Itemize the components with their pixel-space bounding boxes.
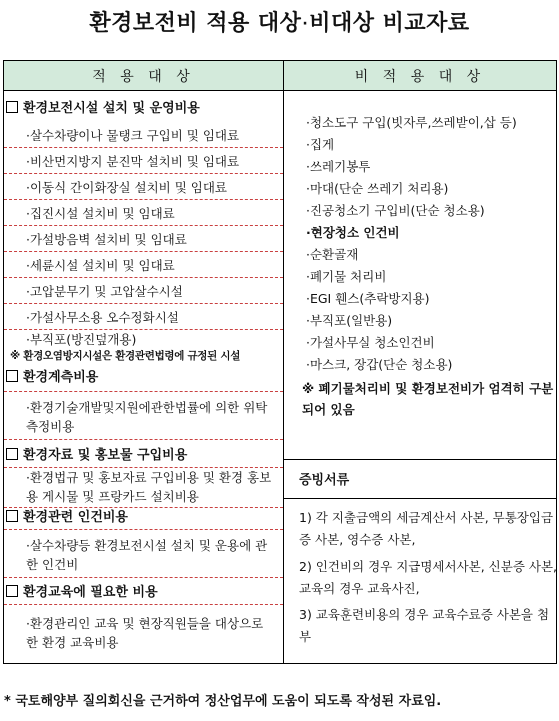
proof-item: 2) 인건비의 경우 지급명세서사본, 신분증 사본, 교육의 경우 교육사진,: [299, 559, 557, 596]
row-divider: [4, 604, 283, 605]
row-divider: [4, 225, 283, 226]
footer-note: * 국토해양부 질의회신을 근거하여 정산업무에 도움이 되도록 작성된 자료임.: [4, 694, 442, 709]
row-divider: [4, 277, 283, 278]
row-divider: [4, 173, 283, 174]
non-applicable-item: ·EGI 휀스(추락방지용): [306, 291, 430, 306]
proof-divider: [284, 459, 556, 460]
non-applicable-note: ※ 폐기물처리비 및 환경보전비가 엄격히 구분되어 있음: [302, 381, 554, 417]
list-item: ·고압분무기 및 고압살수시설: [26, 284, 183, 299]
list-item: ·살수차량이나 물탱크 구입비 및 임대료: [26, 128, 240, 143]
checkbox-icon: [6, 585, 18, 597]
non-applicable-item: ·집게: [306, 137, 335, 152]
proof-item: 1) 각 지출금액의 세금계산서 사본, 무통장입금증 사본, 영수증 사본,: [299, 510, 554, 547]
non-applicable-item: ·청소도구 구입(빗자루,쓰레받이,삽 등): [306, 115, 517, 130]
row-divider: [4, 251, 283, 252]
list-item: ·비산먼지방지 분진막 설치비 및 임대료: [26, 154, 240, 169]
non-applicable-item: ·마스크, 장갑(단순 청소용): [306, 357, 453, 372]
section-env-education: 환경교육에 필요한 비용: [4, 582, 283, 604]
list-item: ·이동식 간이화장실 설치비 및 임대료: [26, 180, 227, 195]
proof-item: 3) 교육훈련비용의 경우 교육수료증 사본을 첨부: [299, 607, 550, 644]
list-item: ·살수차량등 환경보전시설 설치 및 운용에 관한 인건비: [26, 538, 268, 572]
list-item: ·환경기술개발및지원에관한법률에 의한 위탁측정비용: [26, 400, 268, 434]
list-item: ·집진시설 설치비 및 임대료: [26, 206, 175, 221]
non-applicable-item: ·폐기물 처리비: [306, 269, 387, 284]
page-title: 환경보전비 적용 대상·비대상 비교자료: [89, 11, 470, 36]
row-divider: [4, 199, 283, 200]
non-applicable-item: ·가설사무실 청소인건비: [306, 335, 435, 350]
non-applicable-item: ·마대(단순 쓰레기 처리용): [306, 181, 449, 196]
section-env-labor: 환경관련 인건비용: [4, 507, 283, 529]
checkbox-icon: [6, 448, 18, 460]
row-divider: [4, 439, 283, 440]
checkbox-icon: [6, 370, 18, 382]
non-applicable-item: ·쓰레기봉투: [306, 159, 371, 174]
row-divider: [4, 529, 283, 530]
non-applicable-item: ·진공청소기 구입비(단순 청소용): [306, 203, 485, 218]
proof-title: 증빙서류: [299, 473, 350, 488]
header-applicable: 적 용 대 상: [4, 61, 283, 91]
list-item: ·환경법규 및 홍보자료 구입비용 및 환경 홍보용 게시물 및 프랑카드 설치비용: [26, 470, 272, 504]
comparison-table: [3, 60, 557, 664]
facility-note: ※ 환경오염방지시설은 환경관련법령에 규정된 시설: [10, 350, 241, 362]
non-applicable-item: ·부직포(일반용): [306, 313, 393, 328]
list-item: ·세륜시설 설치비 및 임대료: [26, 258, 175, 273]
header-non-applicable: 비 적 용 대 상: [284, 61, 556, 91]
row-divider: [4, 577, 283, 578]
list-item: ·환경관리인 교육 및 현장직원들을 대상으로 한 환경 교육비용: [26, 616, 264, 650]
section-env-facility: 환경보전시설 설치 및 운영비용: [4, 98, 283, 120]
row-divider: [4, 303, 283, 304]
non-applicable-item: ·현장청소 인건비: [306, 225, 400, 240]
column-divider: [283, 61, 284, 663]
section-env-materials: 환경자료 및 홍보물 구입비용: [4, 445, 283, 467]
row-divider: [4, 147, 283, 148]
row-divider: [4, 391, 283, 392]
list-item: ·가설사무소용 오수정화시설: [26, 310, 179, 325]
checkbox-icon: [6, 101, 18, 113]
non-applicable-item: ·순환골재: [306, 247, 359, 262]
checkbox-icon: [6, 510, 18, 522]
proof-divider: [284, 498, 556, 499]
list-item: ·가설방음벽 설치비 및 임대료: [26, 232, 187, 247]
list-item: ·부직포(방진덮개용): [26, 332, 137, 347]
section-env-measurement: 환경계측비용: [4, 367, 283, 389]
